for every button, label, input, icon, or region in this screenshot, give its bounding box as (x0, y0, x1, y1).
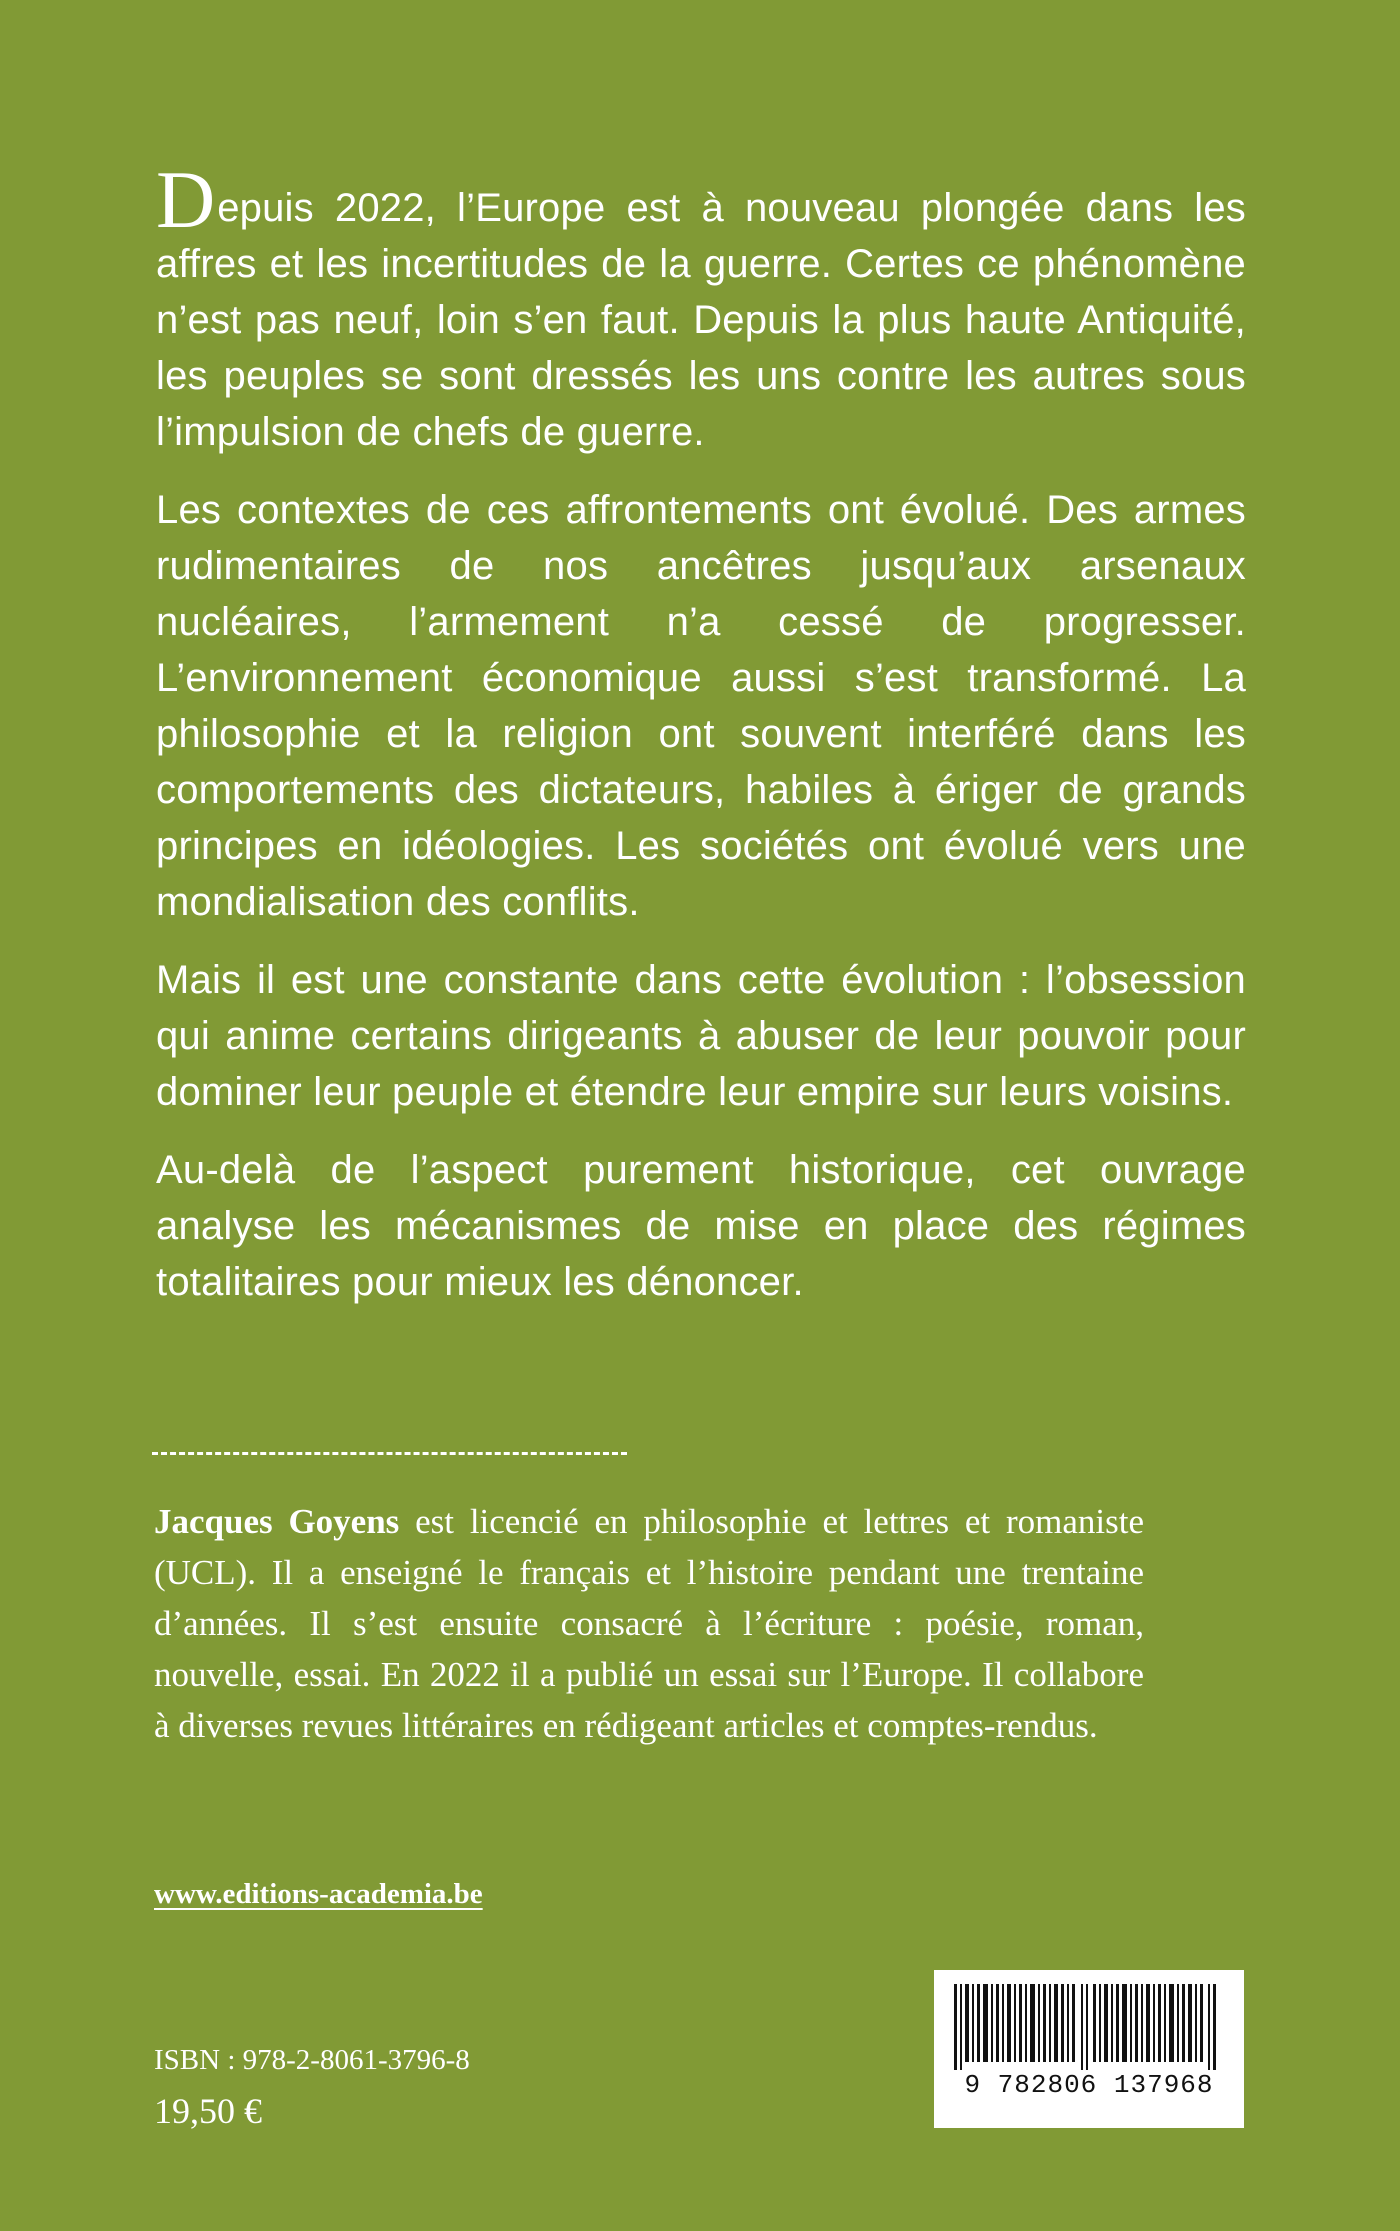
barcode (934, 1970, 1244, 2128)
blurb-paragraph-4: Au-delà de l’aspect purement historique, cet ouvrage analyse les mécanismes de mise en place des régimes totalitaires pour mieux les dénoncer. (156, 1148, 1246, 1304)
dashed-divider (152, 1452, 627, 1455)
author-bio-text: est licencié en philosophie et lettres et romaniste (UCL). Il a enseigné le français et l’histoire pendant une trentaine d’années. Il s’est ensuite consacré à l’écriture : poésie, roman, nouvelle, essai. En 2022 il a publié un essai sur l’Europe. Il collabore à diverses revues littéraires en rédigeant articles et comptes-rendus. (154, 1502, 1144, 1745)
barcode-bars-icon (954, 1984, 1224, 2070)
barcode-digits: 9 782806 137968 (964, 2070, 1214, 2100)
isbn: ISBN : 978-2-8061-3796-8 (154, 2044, 470, 2076)
blurb-paragraph-3: Mais il est une constante dans cette évolution : l’obsession qui anime certains dirigeants à abuser de leur pouvoir pour dominer leur peuple et étendre leur empire sur leurs voisins. (156, 958, 1246, 1114)
blurb-paragraph-2: Les contextes de ces affrontements ont évolué. Des armes rudimentaires de nos ancêtres jusqu’aux arsenaux nucléaires, l’armement n’a cessé de progresser. L’environnement économique aussi s’est transformé. La philosophie et la religion ont souvent interféré dans les comportements des dictateurs, habiles à ériger de grands principes en idéologies. Les sociétés ont évolué vers une mondialisation des conflits. (156, 488, 1246, 924)
price: 19,50 € (154, 2091, 262, 2131)
drop-cap: D (156, 154, 218, 245)
back-cover-blurb (156, 154, 1246, 1332)
author-bio (154, 1496, 1144, 1751)
blurb-paragraph-1 (156, 154, 1246, 460)
author-name: Jacques Goyens (154, 1502, 400, 1541)
publisher-website-link[interactable]: www.editions-academia.be (154, 1878, 483, 1910)
blurb-paragraph-1-text: epuis 2022, l’Europe est à nouveau plongée dans les affres et les incertitudes de la guerre. Certes ce phénomène n’est pas neuf, loin s’en faut. Depuis la plus haute Antiquité, les peuples se sont dressés les uns contre les autres sous l’impulsion de chefs de guerre. (156, 186, 1246, 454)
